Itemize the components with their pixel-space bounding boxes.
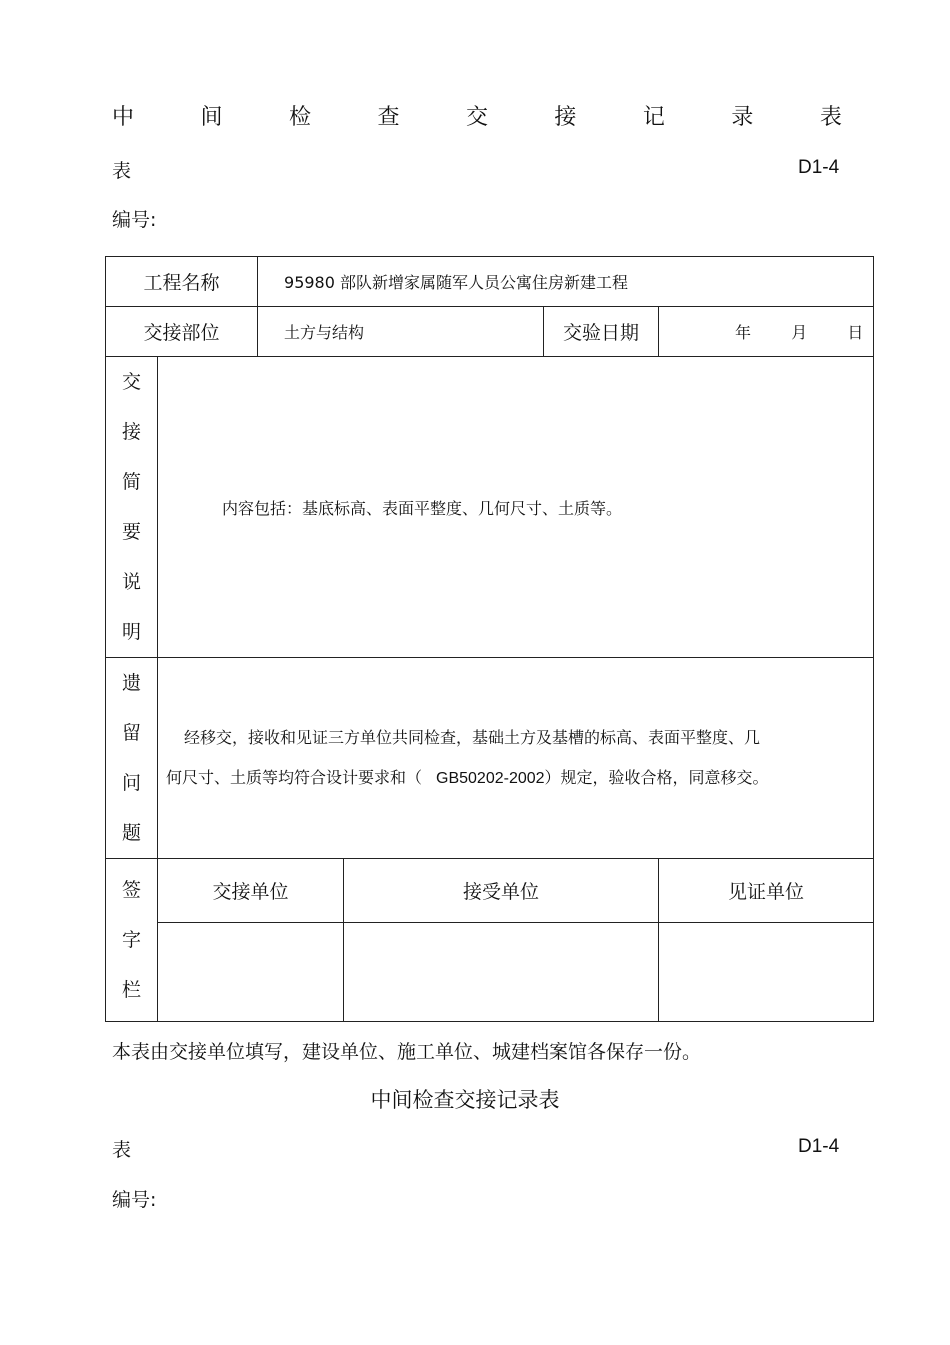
issues-line-2: 何尺寸、土质等均符合设计要求和（ GB50202-2002）规定，验收合格，同意移交。 [166,767,769,787]
sign-box-receiving-unit[interactable] [344,923,659,1022]
project-name-label: 工程名称 [106,257,258,307]
date-day: 日 [847,323,864,342]
footer-note: 本表由交接单位填写，建设单位、施工单位、城建档案馆各保存一份。 [112,1041,702,1063]
summary-label: 交 接 简 要 说 明 [106,357,158,658]
date-month: 月 [791,323,808,342]
handover-part-value: 土方与结构 [258,307,544,357]
form-code: D1-4 [798,157,840,178]
page2-form-code: D1-4 [798,1136,840,1157]
page2-number-label: 编号: [112,1189,157,1211]
inspection-date-value [659,307,874,357]
title-char: 间 [200,105,223,130]
title-char: 检 [288,105,311,130]
sign-col-handover-unit: 交接单位 [158,859,344,923]
date-year: 年 [735,323,752,342]
title-char: 记 [642,105,665,130]
title-char: 接 [554,105,577,130]
form-label: 表 [112,160,132,182]
sign-box-witness-unit[interactable] [659,923,874,1022]
title-char: 中 [112,105,135,130]
sign-box-handover-unit[interactable] [158,923,344,1022]
sign-label: 签 字 栏 [106,859,158,1022]
page2-form-label: 表 [112,1139,132,1161]
page-title [112,100,842,131]
handover-record-table [105,256,874,1022]
issues-line-1: 经移交，接收和见证三方单位共同检查，基础土方及基槽的标高、表面平整度、几 [184,727,761,747]
standard-code: GB50202-2002 [436,769,545,787]
summary-text: 内容包括：基底标高、表面平整度、几何尺寸、土质等。 [158,357,874,658]
title-char: 交 [465,105,488,130]
handover-part-label: 交接部位 [106,307,258,357]
inspection-date-label: 交验日期 [544,307,659,357]
title-char: 录 [731,105,754,130]
issues-label: 遗 留 问 题 [106,658,158,859]
title-char: 表 [819,105,842,130]
sign-col-receiving-unit: 接受单位 [344,859,659,923]
sign-col-witness-unit: 见证单位 [659,859,874,923]
page2-title: 中间检查交接记录表 [370,1088,560,1112]
project-name-value: 95980 部队新增家属随军人员公寓住房新建工程 [258,257,874,307]
number-label: 编号: [112,209,157,231]
title-char: 查 [377,105,400,130]
issues-text [158,658,874,859]
